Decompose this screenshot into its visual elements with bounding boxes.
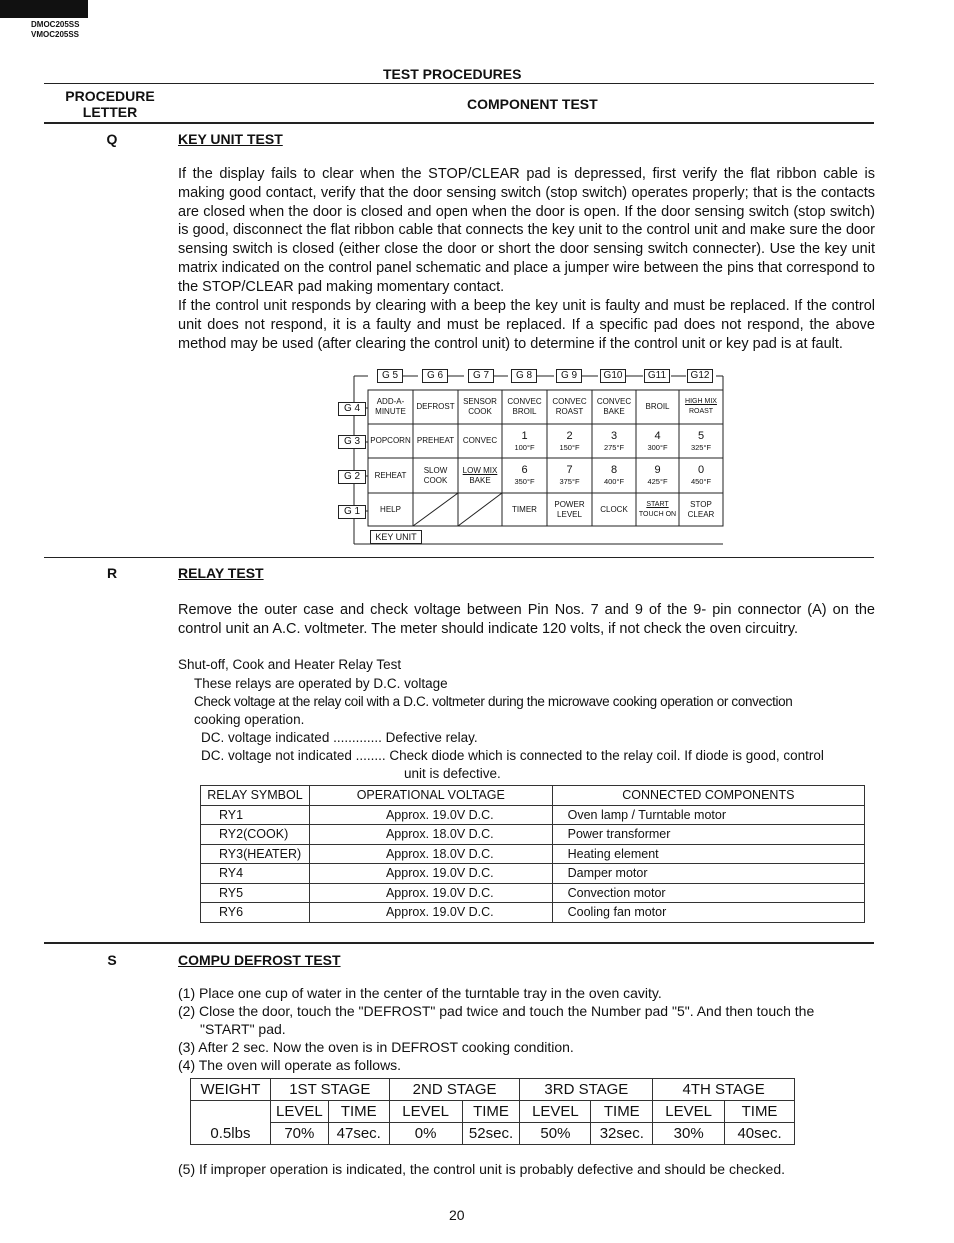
voltage-cell: Approx. 19.0V D.C. [309, 805, 552, 825]
matrix-key-label: POPCORN [370, 436, 411, 445]
key-unit-matrix [338, 368, 728, 548]
component-cell: Damper motor [552, 864, 864, 884]
matrix-key [413, 458, 458, 493]
page-title: TEST PROCEDURES [383, 66, 522, 82]
key-unit-paragraph-2: If the control unit responds by clearing with a beep the key unit is faulty and must be replaced. If the control unit does not respond, it is a faulty and must be replaced. If a specific pad does not respond, the above method may be used (after clearing the control unit) to determine if the control unit or key pad is at fault. [178, 298, 875, 352]
matrix-key-label: 325°F [690, 442, 712, 452]
matrix-key [547, 390, 592, 424]
matrix-key [547, 458, 592, 493]
matrix-key-label: 5 [697, 429, 705, 442]
stage-3-level: 50% [520, 1123, 591, 1145]
matrix-key [592, 424, 636, 458]
matrix-key-label: 1 [521, 429, 528, 442]
matrix-key-label: 8 [610, 464, 618, 476]
component-cell: Heating element [552, 844, 864, 864]
matrix-key-label: CONVEC [462, 436, 498, 445]
matrix-key-label: 425°F [647, 477, 668, 486]
matrix-key-label: COOK [468, 407, 492, 416]
matrix-key-label: 3 [610, 429, 618, 442]
stage-2-time: 52sec. [462, 1123, 520, 1145]
relay-symbol-cell: RY3(HEATER) [201, 844, 310, 864]
level-label: LEVEL [653, 1101, 725, 1123]
stage-2-level: 0% [389, 1123, 462, 1145]
header-operational-voltage: OPERATIONAL VOLTAGE [309, 786, 552, 806]
matrix-row-tag: G 1 [338, 505, 366, 519]
time-label: TIME [725, 1101, 795, 1123]
matrix-key-label: 4 [654, 429, 661, 442]
matrix-key-label: 350°F [514, 477, 535, 486]
matrix-key [547, 493, 592, 526]
matrix-key-label: 2 [566, 429, 573, 442]
matrix-key [413, 390, 458, 424]
key-unit-paragraph-1: If the display fails to clear when the STOP/CLEAR pad is depressed, first verify the flat ribbon cable is making good contact, verify that the door sensing switch (stop switch) operates properly; that is the contacts are closed when the door is closed and open when the door is open. If the door sensing switch (stop switch) is good, disconnect the flat ribbon cable that connects the key unit to the control unit and make sure the door sensing switch is closed (either close the door or short the door sensing switch connecter). Use the key unit matrix indicated on the control panel schematic and place a jumper wire between the pins that correspond to the STOP/CLEAR pad making momentary contact. [178, 166, 875, 295]
component-cell: Power transformer [552, 825, 864, 845]
matrix-column-tag: G 5 [377, 369, 403, 383]
matrix-key [636, 493, 679, 526]
matrix-key [502, 424, 547, 458]
matrix-key [547, 424, 592, 458]
matrix-key-label: LOW MIX [462, 465, 498, 475]
matrix-key [413, 424, 458, 458]
matrix-key-label: 275°F [603, 442, 625, 452]
divider [44, 122, 874, 124]
matrix-key-label: CLEAR [687, 509, 715, 519]
divider [44, 557, 874, 558]
matrix-row-tag: G 3 [338, 435, 366, 449]
defrost-table [190, 1078, 795, 1145]
stage-3-time: 32sec. [591, 1123, 653, 1145]
matrix-key [679, 390, 723, 424]
voltage-cell: Approx. 19.0V D.C. [309, 883, 552, 903]
defrost-header-row [191, 1079, 795, 1101]
matrix-key-label: 300°F [647, 442, 668, 452]
section-heading-relay-test: RELAY TEST [178, 565, 264, 581]
level-label: LEVEL [270, 1101, 328, 1123]
stage-4-time: 40sec. [725, 1123, 795, 1145]
matrix-key-label: TOUCH ON [638, 510, 677, 518]
matrix-key [502, 390, 547, 424]
matrix-column-tag: G10 [600, 369, 626, 383]
matrix-key-label: 400°F [603, 477, 625, 486]
stage-2-header: 2ND STAGE [389, 1079, 520, 1101]
matrix-key-label: TIMER [512, 504, 537, 514]
matrix-column-tag: G 8 [511, 369, 537, 383]
time-label: TIME [328, 1101, 389, 1123]
section-heading-compu-defrost-test: COMPU DEFROST TEST [178, 952, 341, 968]
matrix-key-label: 450°F [690, 477, 712, 486]
matrix-row-tag: G 4 [338, 402, 366, 416]
matrix-key [458, 424, 502, 458]
voltage-cell: Approx. 18.0V D.C. [309, 825, 552, 845]
matrix-key-label: START [646, 500, 669, 508]
header-relay-symbol: RELAY SYMBOL [201, 786, 310, 806]
matrix-key [636, 390, 679, 424]
matrix-key-label: ADD-A- [376, 397, 405, 406]
matrix-column-tag: G 7 [468, 369, 494, 383]
weight-value: 0.5lbs [191, 1101, 271, 1145]
matrix-key-label: STOP [690, 499, 712, 509]
section-heading-key-unit-test: KEY UNIT TEST [178, 131, 283, 147]
matrix-key [458, 390, 502, 424]
divider [44, 83, 874, 84]
matrix-column-tag: G 9 [556, 369, 582, 383]
matrix-key-label: DEFROST [416, 402, 455, 411]
weight-header: WEIGHT [191, 1079, 271, 1101]
relay-line-1: These relays are operated by D.C. voltage [194, 676, 448, 691]
relay-symbol-cell: RY1 [201, 805, 310, 825]
matrix-key [413, 493, 458, 526]
matrix-key [592, 493, 636, 526]
matrix-key [592, 458, 636, 493]
defrost-step-2a: (2) Close the door, touch the "DEFROST" pad twice and touch the Number pad "5". And then touch the [178, 1003, 815, 1019]
matrix-key-label: BROIL [645, 402, 670, 411]
defrost-step-5: (5) If improper operation is indicated, the control unit is probably defective and should be checked. [178, 1161, 786, 1177]
voltage-cell: Approx. 19.0V D.C. [309, 864, 552, 884]
stage-3-header: 3RD STAGE [520, 1079, 653, 1101]
matrix-key-label: 0 [697, 464, 705, 476]
matrix-key [636, 458, 679, 493]
procedure-letter-s: S [107, 952, 117, 968]
matrix-key [368, 493, 413, 526]
matrix-key [679, 458, 723, 493]
relay-table-row [201, 864, 865, 884]
matrix-column-tag: G12 [687, 369, 713, 383]
page-number: 20 [449, 1207, 465, 1223]
matrix-key-label: HELP [380, 504, 401, 514]
relay-symbol-cell: RY2(COOK) [201, 825, 310, 845]
matrix-key [679, 424, 723, 458]
matrix-key-label: MINUTE [375, 407, 406, 416]
defrost-values-row [191, 1123, 795, 1145]
matrix-key-label: 7 [566, 464, 573, 476]
matrix-key-label: SENSOR [463, 397, 497, 406]
relay-table-header [201, 786, 865, 806]
column-header-letter: PROCEDURE LETTER [65, 88, 155, 120]
matrix-key-label: 375°F [559, 477, 580, 486]
matrix-key-label: SLOW [423, 465, 448, 475]
matrix-key-label: CLOCK [600, 504, 628, 514]
defrost-step-1: (1) Place one cup of water in the center of the turntable tray in the oven cavity. [178, 985, 662, 1001]
stage-1-time: 47sec. [328, 1123, 389, 1145]
divider [44, 942, 874, 944]
relay-table-row [201, 825, 865, 845]
time-label: TIME [462, 1101, 520, 1123]
relay-subtitle: Shut-off, Cook and Heater Relay Test [178, 657, 402, 672]
relay-dc-line-1: DC. voltage indicated ............. Defective relay. [201, 730, 478, 745]
matrix-key-label: 150°F [559, 442, 580, 452]
matrix-key-label: POWER [554, 499, 585, 509]
level-label: LEVEL [389, 1101, 462, 1123]
defrost-step-4: (4) The oven will operate as follows. [178, 1057, 402, 1073]
matrix-key-label: BAKE [469, 475, 491, 485]
relay-line-2a: Check voltage at the relay coil with a D.C. voltmeter during the microwave cooking operation or convection [194, 694, 793, 709]
header-connected-components: CONNECTED COMPONENTS [552, 786, 864, 806]
matrix-key-label: COOK [423, 475, 448, 485]
stage-1-level: 70% [270, 1123, 328, 1145]
matrix-key-label: 100°F [514, 442, 535, 452]
matrix-key [458, 493, 502, 526]
matrix-key-label: LEVEL [557, 509, 582, 519]
matrix-key [502, 458, 547, 493]
relay-table-row [201, 844, 865, 864]
time-label: TIME [591, 1101, 653, 1123]
matrix-key-label: ROAST [688, 408, 714, 415]
level-label: LEVEL [520, 1101, 591, 1123]
matrix-key-label: CONVEC [507, 397, 542, 406]
voltage-cell: Approx. 18.0V D.C. [309, 844, 552, 864]
matrix-key [368, 390, 413, 424]
matrix-key-label: 9 [654, 464, 661, 476]
relay-table-row [201, 883, 865, 903]
relay-table-row [201, 903, 865, 923]
stage-4-level: 30% [653, 1123, 725, 1145]
matrix-key [368, 458, 413, 493]
matrix-key-label: ROAST [555, 407, 584, 416]
matrix-key-label: HIGH MIX [685, 398, 717, 405]
relay-symbol-cell: RY6 [201, 903, 310, 923]
model-number-2: VMOC205SS [31, 30, 80, 39]
matrix-key-label: 6 [521, 464, 528, 476]
matrix-key-label: CONVEC [596, 397, 632, 406]
matrix-row-tag: G 2 [338, 470, 366, 484]
matrix-key [502, 493, 547, 526]
procedure-letter-q: Q [106, 131, 118, 147]
header-black-bar [0, 0, 88, 18]
component-cell: Cooling fan motor [552, 903, 864, 923]
defrost-step-3: (3) After 2 sec. Now the oven is in DEFROST cooking condition. [178, 1039, 574, 1055]
defrost-subheader-row [191, 1101, 795, 1123]
stage-1-header: 1ST STAGE [270, 1079, 389, 1101]
key-unit-label: KEY UNIT [370, 530, 422, 544]
matrix-key-label: BROIL [512, 407, 537, 416]
matrix-key-label: REHEAT [374, 470, 407, 480]
relay-paragraph-1: Remove the outer case and check voltage between Pin Nos. 7 and 9 of the 9- pin connector (A) on the control unit an A.C. voltmeter. The meter should indicate 120 volts, if not check the oven circuitry. [178, 602, 875, 637]
relay-table-row [201, 805, 865, 825]
defrost-step-2b: "START" pad. [200, 1021, 286, 1037]
matrix-column-tag: G11 [644, 369, 670, 383]
component-cell: Oven lamp / Turntable motor [552, 805, 864, 825]
matrix-key-label: CONVEC [552, 397, 587, 406]
component-cell: Convection motor [552, 883, 864, 903]
stage-4-header: 4TH STAGE [653, 1079, 795, 1101]
matrix-column-tag: G 6 [422, 369, 448, 383]
matrix-key-label: PREHEAT [416, 436, 455, 445]
procedure-letter-r: R [106, 565, 118, 581]
model-number-1: DMOC205SS [31, 20, 80, 29]
relay-symbol-cell: RY4 [201, 864, 310, 884]
column-header-test: COMPONENT TEST [467, 96, 598, 112]
relay-dc-line-2a: DC. voltage not indicated ........ Check diode which is connected to the relay coil. If diode is good, control [201, 748, 824, 763]
matrix-key [368, 424, 413, 458]
matrix-key-label: BAKE [603, 407, 625, 416]
matrix-key [679, 493, 723, 526]
relay-table [200, 785, 865, 923]
relay-line-2b: cooking operation. [194, 712, 305, 727]
matrix-key [636, 424, 679, 458]
matrix-key [458, 458, 502, 493]
relay-symbol-cell: RY5 [201, 883, 310, 903]
matrix-key [592, 390, 636, 424]
voltage-cell: Approx. 19.0V D.C. [309, 903, 552, 923]
relay-dc-line-2b: unit is defective. [404, 766, 501, 781]
